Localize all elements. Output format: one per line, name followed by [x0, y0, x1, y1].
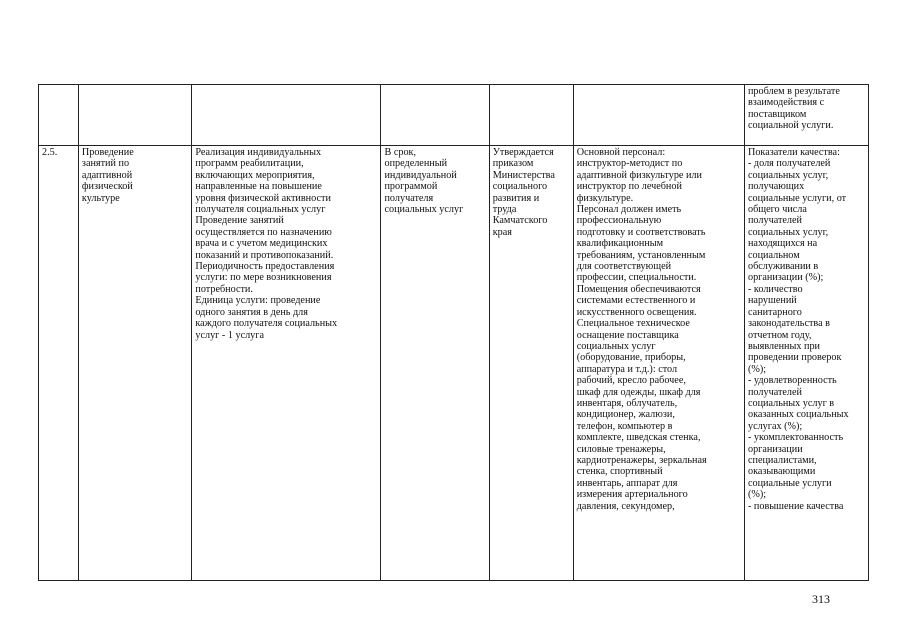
service-name: Проведение занятий по адаптивной физической культуре	[81, 147, 134, 204]
table-row	[39, 146, 869, 581]
cell-term-empty	[381, 85, 489, 146]
cell-conditions	[573, 146, 744, 581]
cell-indicators-tail	[744, 85, 868, 146]
service-description: Реализация индивидуальных программ реабилитации, включающих мероприятия, направленные на повышение уровня физической активности получателя социальных услуг Проведение занятий осуществляется по назначению врача и с учетом медицинских показаний и противопоказаний. Периодичность предоставления услуги: по мере возникновения потребности. Единица услуги: проведение одного занятия в день для каждого получателя социальных услуг - 1 услуга	[195, 147, 338, 341]
service-basis: Утверждается приказом Министерства социального развития и труда Камчатского края	[492, 147, 555, 238]
cell-term	[381, 146, 489, 581]
service-conditions: Основной персонал: инструктор-методист по адаптивной физкультуре или инструктор по лечебной физкультуре. Персонал должен иметь профессиональную подготовку и соответствовать квалификационным требованиям, установленным для соответствующей профессии, специальности. Помещения обеспечиваются системами естественного и искусственного освещения. Специальное техническое оснащение поставщика социальных услуг (оборудование, приборы, аппаратура и т.д.): стол рабочий, кресло рабочее, шкаф для одежды, шкаф для инвентаря, облучатель, кондиционер, жалюзи, телефон, компьютер в комплекте, шведская стенка, силовые тренажеры, кардиотренажеры, зеркальная стенка, спортивный инвентарь, аппарат для измерения артериального давления, секундомер,	[576, 147, 707, 512]
cell-basis	[489, 146, 573, 581]
quality-indicators: Показатели качества: - доля получателей социальных услуг, получающих социальные услуги, от общего числа получателей социальных услуг, находящихся на социальном обслуживании в организации (%); - количество нарушений санитарного законодательства в отчетном году, выявленных при проведении проверок (%); - удовлетворенность получателей социальных услуг в оказанных социальных услугах (%); - укомплектованность организации специалистами, оказывающими социальные услуги (%); - повышение качества	[747, 147, 849, 512]
services-table	[38, 84, 869, 581]
cell-service-name	[78, 146, 191, 581]
cell-indicators	[744, 146, 868, 581]
continuation-row	[39, 85, 869, 146]
cell-description	[192, 146, 381, 581]
cell-name-empty	[78, 85, 191, 146]
cell-description-empty	[192, 85, 381, 146]
indicators-tail-text: проблем в результате взаимодействия с поставщиком социальной услуги.	[747, 86, 840, 132]
cell-conditions-empty	[573, 85, 744, 146]
page-number: 313	[812, 592, 830, 606]
service-term: В срок, определенный индивидуальной программой получателя социальных услуг	[384, 147, 464, 216]
cell-number	[39, 146, 79, 581]
cell-number-empty	[39, 85, 79, 146]
cell-basis-empty	[489, 85, 573, 146]
row-number: 2.5.	[42, 147, 58, 158]
